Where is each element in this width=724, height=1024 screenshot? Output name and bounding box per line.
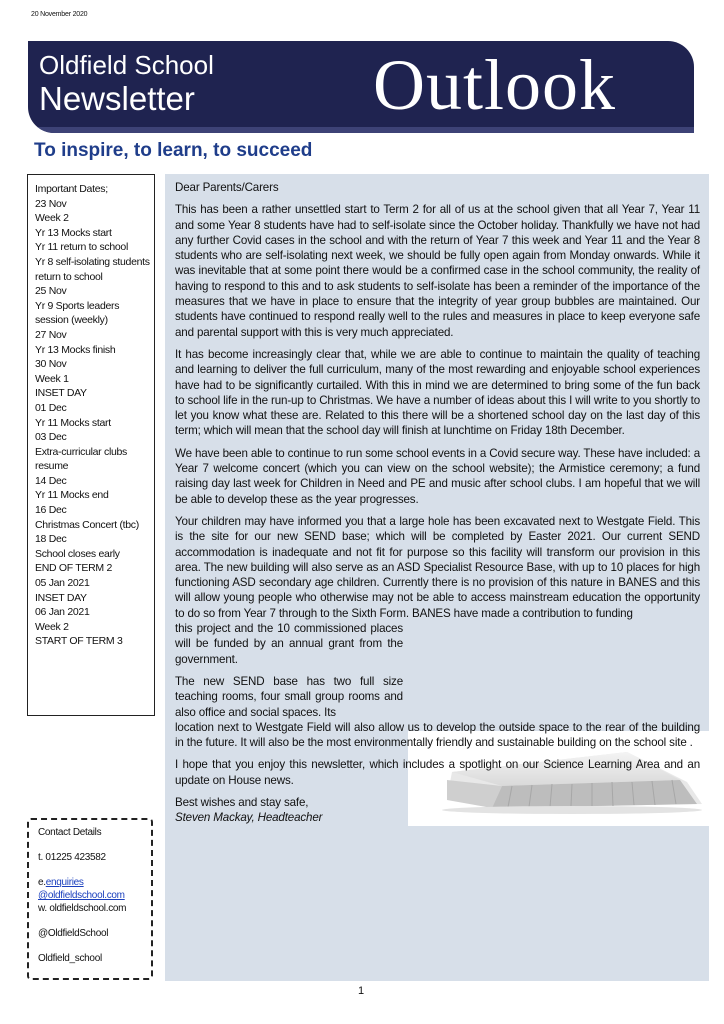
- date-item: Yr 13 Mocks start: [35, 226, 112, 239]
- date-item: 01 Dec: [35, 401, 67, 414]
- date-item: Extra-curricular clubs resume: [35, 445, 128, 473]
- date-item: 30 Nov: [35, 358, 67, 371]
- date-item: Yr 9 Sports leaders session (weekly): [35, 299, 120, 327]
- date-item: 05 Jan 2021: [35, 577, 90, 590]
- dates-list: [35, 197, 154, 649]
- contact-title: Contact Details: [38, 827, 102, 838]
- contact-email: e.enquiries @oldfieldschool.com: [38, 877, 125, 901]
- greeting: Dear Parents/Carers: [175, 181, 279, 194]
- date-item: Christmas Concert (tbc): [35, 518, 139, 531]
- banner-underline: [28, 127, 694, 133]
- signature: Steven Mackay, Headteacher: [175, 811, 323, 825]
- date-item: Yr 11 Mocks end: [35, 489, 109, 502]
- date-item: INSET DAY: [35, 387, 87, 400]
- date-item: 06 Jan 2021: [35, 606, 90, 619]
- newsletter-label: Newsletter: [39, 80, 195, 117]
- date-item: 27 Nov: [35, 328, 67, 341]
- paragraph-3: We have been able to continue to run some school events in a Covid secure way. These have included: a Year 7 welcome concert (which you can view on the school website); the Armistice ceremony; a fund raising day last week for Children in Need and PE and music after school clubs. I am hopeful that we will be able to develop these as the year progresses.: [175, 446, 700, 506]
- date-item: Yr 11 return to school: [35, 241, 129, 254]
- date-item: END OF TERM 2: [35, 562, 112, 575]
- contact-twitter: @OldfieldSchool: [38, 928, 109, 939]
- paragraph-1: This has been a rather unsettled start to Term 2 for all of us at the school given that all Year 7, Year 11 and some Year 8 students have had to self-isolate since the October holiday. Thankfully we have not had any further Covid cases in the school and with the return of Year 7 this week and Year 11 and the Year 8 students who are self-isolating next week, we should be fully open again from Monday onwards. While it was inevitable that at some point there would be a confirmed case in the school community, the reality of having to respond to this and to ask students to self-isolate has been a reminder of the importance of the measures that we have in place to ensure that the integrity of year group bubbles are maintained. Our students have continued to respond really well to the rules and measures in place to keep everyone safe and parental support with this is very much appreciated.: [175, 203, 700, 339]
- paragraph-6: I hope that you enjoy this newsletter, which includes a spotlight on our Science Learning Area and an update on House news.: [175, 758, 700, 787]
- email-link[interactable]: enquiries: [45, 877, 84, 888]
- date-item: Week 2: [35, 620, 69, 633]
- date-item: Yr 13 Mocks finish: [35, 343, 116, 356]
- date-item: School closes early: [35, 547, 120, 560]
- masthead-banner: [28, 41, 694, 133]
- newsletter-date: 20 November 2020: [31, 11, 88, 18]
- dates-title: Important Dates;: [35, 183, 108, 195]
- paragraph-5: The new SEND base has two full size teaching rooms, four small group rooms and also office and social spaces. Its: [175, 674, 403, 719]
- school-name: Oldfield School: [39, 50, 214, 80]
- paragraph-5-continued: location next to Westgate Field will also allow us to develop the outside space to the rear of the building in the future. It will also be the most environmentally friendly and sustainable building on the school site .: [175, 720, 700, 750]
- paragraph-4: Your children may have informed you that a large hole has been excavated next to Westgate Field. This is the site for our new SEND base; which will be completed by Easter 2021. Our current SEND accommodation is inadequate and not fit for purpose so this facility will transform our provision in this area. The new building will also serve as an ASD Specialist Resource Base, with up to 10 places for high functioning ASD secondary age children. Currently there is no provision of this nature in BANES and this will allow young people who otherwise may not be able to access mainstream education the opportunity to do so from Year 7 through to the Sixth Form. BANES have made a contribution to funding: [175, 514, 700, 620]
- masthead-title: Outlook: [373, 45, 617, 125]
- date-item: 03 Dec: [35, 431, 67, 444]
- date-item: INSET DAY: [35, 591, 87, 604]
- contact-instagram: Oldfield_school: [38, 953, 102, 964]
- tagline: To inspire, to learn, to succeed: [34, 140, 313, 161]
- contact-details-box: [27, 818, 153, 980]
- date-item: 25 Nov: [35, 285, 67, 298]
- date-item: Week 2: [35, 212, 69, 225]
- email-domain-link[interactable]: @oldfieldschool.com: [38, 890, 125, 901]
- letter-body: [175, 180, 700, 833]
- contact-phone: t. 01225 423582: [38, 852, 106, 863]
- paragraph-2: It has become increasingly clear that, while we are able to continue to maintain the quality of teaching and learning to deliver the full curriculum, many of the most rewarding and enjoyable school experiences have had to be significantly curtailed. With this in mind we are determined to bring some of the fun back to school life in the run-up to Christmas. We have a number of ideas about this I will write to you shortly to let you know what these are. Related to this there will be a shortened school day on the last day of this term; which will mean that the school day will finish at lunchtime on Friday 18th December.: [175, 347, 700, 438]
- date-item: Yr 11 Mocks start: [35, 416, 111, 429]
- date-item: 23 Nov: [35, 197, 67, 210]
- letter-background-lower: [165, 826, 709, 981]
- date-item: 16 Dec: [35, 504, 67, 517]
- closing: Best wishes and stay safe,: [175, 795, 309, 809]
- important-dates-box: [27, 174, 155, 716]
- date-item: 14 Dec: [35, 474, 67, 487]
- date-item: START OF TERM 3: [35, 635, 123, 648]
- page-number: 1: [358, 985, 365, 997]
- paragraph-4-continued: this project and the 10 commissioned places will be funded by an annual grant from the government.: [175, 622, 403, 666]
- date-item: Week 1: [35, 372, 69, 385]
- date-item: Yr 8 self-isolating students return to school: [35, 255, 150, 283]
- contact-website: w. oldfieldschool.com: [38, 903, 127, 914]
- date-item: 18 Dec: [35, 533, 67, 546]
